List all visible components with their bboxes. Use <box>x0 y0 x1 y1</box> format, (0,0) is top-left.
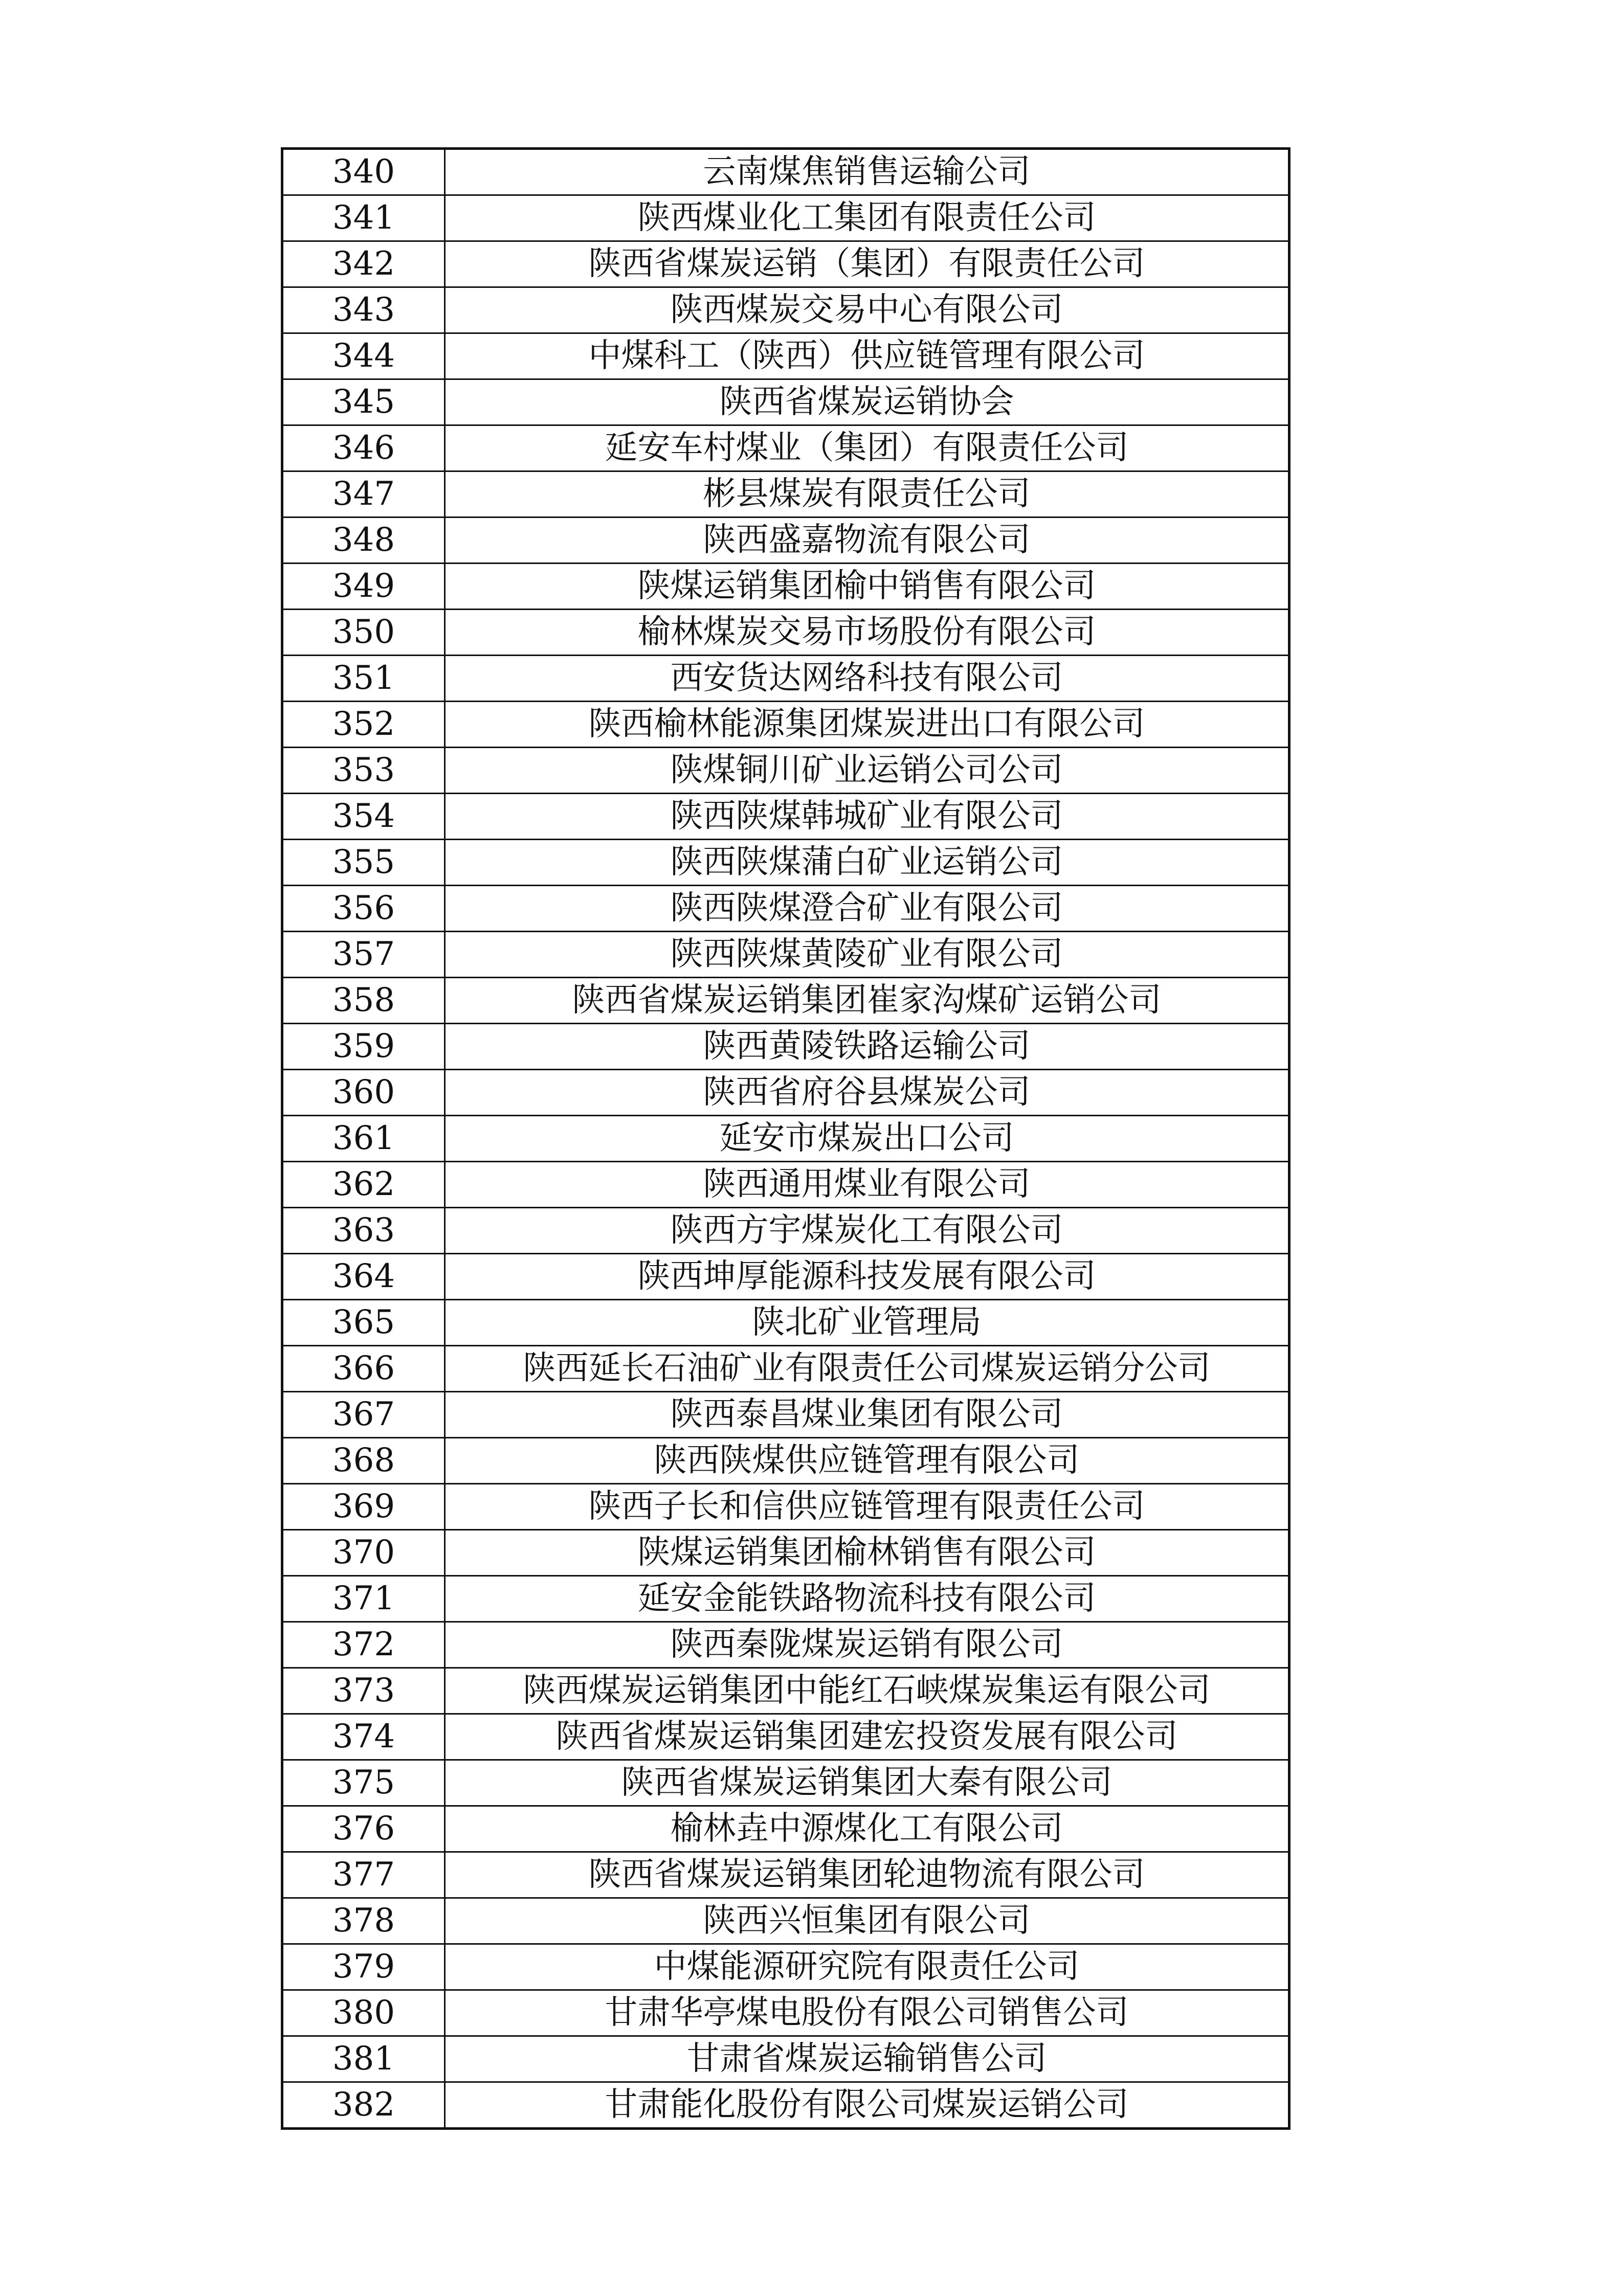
table-row <box>282 1760 1289 1806</box>
company-name-cell: 榆林煤炭交易市场股份有限公司 <box>445 610 1289 656</box>
table-row <box>282 149 1289 195</box>
row-number-cell: 341 <box>282 195 445 241</box>
table-row <box>282 1392 1289 1438</box>
table-row <box>282 471 1289 517</box>
row-number-cell: 369 <box>282 1484 445 1530</box>
company-name-cell: 陕西省府谷县煤炭公司 <box>445 1070 1289 1116</box>
table-row <box>282 195 1289 241</box>
table-row <box>282 2082 1289 2129</box>
table-row <box>282 379 1289 425</box>
row-number-cell: 347 <box>282 471 445 517</box>
row-number-cell: 353 <box>282 748 445 794</box>
row-number-cell: 362 <box>282 1162 445 1208</box>
table-row <box>282 1622 1289 1668</box>
table-row <box>282 1300 1289 1346</box>
company-name-cell: 西安货达网络科技有限公司 <box>445 656 1289 702</box>
table-row <box>282 564 1289 610</box>
row-number-cell: 373 <box>282 1668 445 1714</box>
row-number-cell: 376 <box>282 1806 445 1852</box>
company-name-cell: 陕西省煤炭运销集团轮迪物流有限公司 <box>445 1852 1289 1898</box>
row-number-cell: 357 <box>282 932 445 978</box>
company-name-cell: 陕西方宇煤炭化工有限公司 <box>445 1208 1289 1254</box>
table-row <box>282 1346 1289 1392</box>
table-row <box>282 1116 1289 1162</box>
company-name-cell: 中煤能源研究院有限责任公司 <box>445 1944 1289 1990</box>
company-name-cell: 云南煤焦销售运输公司 <box>445 149 1289 195</box>
table-row <box>282 425 1289 471</box>
table-row <box>282 886 1289 932</box>
company-name-cell: 甘肃省煤炭运输销售公司 <box>445 2036 1289 2082</box>
table-row <box>282 1576 1289 1622</box>
table-row <box>282 1208 1289 1254</box>
row-number-cell: 354 <box>282 794 445 840</box>
company-name-cell: 陕煤铜川矿业运销公司公司 <box>445 748 1289 794</box>
company-name-cell: 陕西陕煤黄陵矿业有限公司 <box>445 932 1289 978</box>
company-name-cell: 延安市煤炭出口公司 <box>445 1116 1289 1162</box>
company-name-cell: 陕西煤炭运销集团中能红石峡煤炭集运有限公司 <box>445 1668 1289 1714</box>
company-name-cell: 陕西通用煤业有限公司 <box>445 1162 1289 1208</box>
table-row <box>282 702 1289 748</box>
row-number-cell: 370 <box>282 1530 445 1576</box>
row-number-cell: 380 <box>282 1990 445 2036</box>
company-name-cell: 陕西省煤炭运销协会 <box>445 379 1289 425</box>
row-number-cell: 352 <box>282 702 445 748</box>
company-name-cell: 陕西坤厚能源科技发展有限公司 <box>445 1254 1289 1300</box>
company-name-cell: 陕西省煤炭运销集团建宏投资发展有限公司 <box>445 1714 1289 1760</box>
row-number-cell: 345 <box>282 379 445 425</box>
company-name-cell: 延安车村煤业（集团）有限责任公司 <box>445 425 1289 471</box>
table-row <box>282 1668 1289 1714</box>
row-number-cell: 374 <box>282 1714 445 1760</box>
company-name-cell: 榆林垚中源煤化工有限公司 <box>445 1806 1289 1852</box>
table-row <box>282 1714 1289 1760</box>
company-name-cell: 延安金能铁路物流科技有限公司 <box>445 1576 1289 1622</box>
table-row <box>282 1990 1289 2036</box>
company-name-cell: 陕西陕煤蒲白矿业运销公司 <box>445 840 1289 886</box>
row-number-cell: 343 <box>282 287 445 333</box>
table-row <box>282 1852 1289 1898</box>
row-number-cell: 366 <box>282 1346 445 1392</box>
row-number-cell: 351 <box>282 656 445 702</box>
row-number-cell: 348 <box>282 517 445 564</box>
table-row <box>282 1024 1289 1070</box>
row-number-cell: 349 <box>282 564 445 610</box>
company-name-cell: 陕西延长石油矿业有限责任公司煤炭运销分公司 <box>445 1346 1289 1392</box>
row-number-cell: 344 <box>282 333 445 379</box>
row-number-cell: 365 <box>282 1300 445 1346</box>
table-row <box>282 840 1289 886</box>
table-row <box>282 1806 1289 1852</box>
company-name-cell: 陕西省煤炭运销（集团）有限责任公司 <box>445 241 1289 287</box>
table-row <box>282 2036 1289 2082</box>
company-name-cell: 陕西省煤炭运销集团大秦有限公司 <box>445 1760 1289 1806</box>
table-row <box>282 241 1289 287</box>
row-number-cell: 350 <box>282 610 445 656</box>
table-row <box>282 333 1289 379</box>
company-name-cell: 陕西子长和信供应链管理有限责任公司 <box>445 1484 1289 1530</box>
company-name-cell: 陕煤运销集团榆林销售有限公司 <box>445 1530 1289 1576</box>
row-number-cell: 367 <box>282 1392 445 1438</box>
company-name-cell: 陕西陕煤韩城矿业有限公司 <box>445 794 1289 840</box>
row-number-cell: 377 <box>282 1852 445 1898</box>
table-row <box>282 794 1289 840</box>
table-row <box>282 748 1289 794</box>
table-row <box>282 978 1289 1024</box>
company-name-cell: 陕西陕煤供应链管理有限公司 <box>445 1438 1289 1484</box>
row-number-cell: 382 <box>282 2082 445 2129</box>
row-number-cell: 368 <box>282 1438 445 1484</box>
row-number-cell: 379 <box>282 1944 445 1990</box>
table-row <box>282 1438 1289 1484</box>
company-name-cell: 陕西泰昌煤业集团有限公司 <box>445 1392 1289 1438</box>
row-number-cell: 364 <box>282 1254 445 1300</box>
row-number-cell: 340 <box>282 149 445 195</box>
table-body <box>282 149 1289 2129</box>
row-number-cell: 363 <box>282 1208 445 1254</box>
row-number-cell: 378 <box>282 1898 445 1944</box>
table-row <box>282 1898 1289 1944</box>
table-row <box>282 610 1289 656</box>
row-number-cell: 361 <box>282 1116 445 1162</box>
row-number-cell: 342 <box>282 241 445 287</box>
row-number-cell: 358 <box>282 978 445 1024</box>
company-name-cell: 中煤科工（陕西）供应链管理有限公司 <box>445 333 1289 379</box>
company-list-table <box>281 147 1291 2130</box>
company-name-cell: 陕西煤炭交易中心有限公司 <box>445 287 1289 333</box>
company-name-cell: 陕西黄陵铁路运输公司 <box>445 1024 1289 1070</box>
row-number-cell: 372 <box>282 1622 445 1668</box>
table-row <box>282 1254 1289 1300</box>
row-number-cell: 356 <box>282 886 445 932</box>
table-row <box>282 287 1289 333</box>
row-number-cell: 371 <box>282 1576 445 1622</box>
company-name-cell: 陕西省煤炭运销集团崔家沟煤矿运销公司 <box>445 978 1289 1024</box>
company-name-cell: 甘肃能化股份有限公司煤炭运销公司 <box>445 2082 1289 2129</box>
row-number-cell: 355 <box>282 840 445 886</box>
row-number-cell: 381 <box>282 2036 445 2082</box>
company-name-cell: 陕煤运销集团榆中销售有限公司 <box>445 564 1289 610</box>
company-name-cell: 陕西兴恒集团有限公司 <box>445 1898 1289 1944</box>
table-row <box>282 1530 1289 1576</box>
company-name-cell: 陕西煤业化工集团有限责任公司 <box>445 195 1289 241</box>
company-name-cell: 陕西秦陇煤炭运销有限公司 <box>445 1622 1289 1668</box>
company-name-cell: 陕西盛嘉物流有限公司 <box>445 517 1289 564</box>
table-row <box>282 1070 1289 1116</box>
table-row <box>282 656 1289 702</box>
company-name-cell: 彬县煤炭有限责任公司 <box>445 471 1289 517</box>
table-row <box>282 517 1289 564</box>
row-number-cell: 346 <box>282 425 445 471</box>
company-name-cell: 陕西榆林能源集团煤炭进出口有限公司 <box>445 702 1289 748</box>
table-row <box>282 1162 1289 1208</box>
row-number-cell: 360 <box>282 1070 445 1116</box>
row-number-cell: 359 <box>282 1024 445 1070</box>
table-row <box>282 932 1289 978</box>
company-name-cell: 陕西陕煤澄合矿业有限公司 <box>445 886 1289 932</box>
table-row <box>282 1944 1289 1990</box>
table-row <box>282 1484 1289 1530</box>
company-name-cell: 甘肃华亭煤电股份有限公司销售公司 <box>445 1990 1289 2036</box>
company-name-cell: 陕北矿业管理局 <box>445 1300 1289 1346</box>
row-number-cell: 375 <box>282 1760 445 1806</box>
